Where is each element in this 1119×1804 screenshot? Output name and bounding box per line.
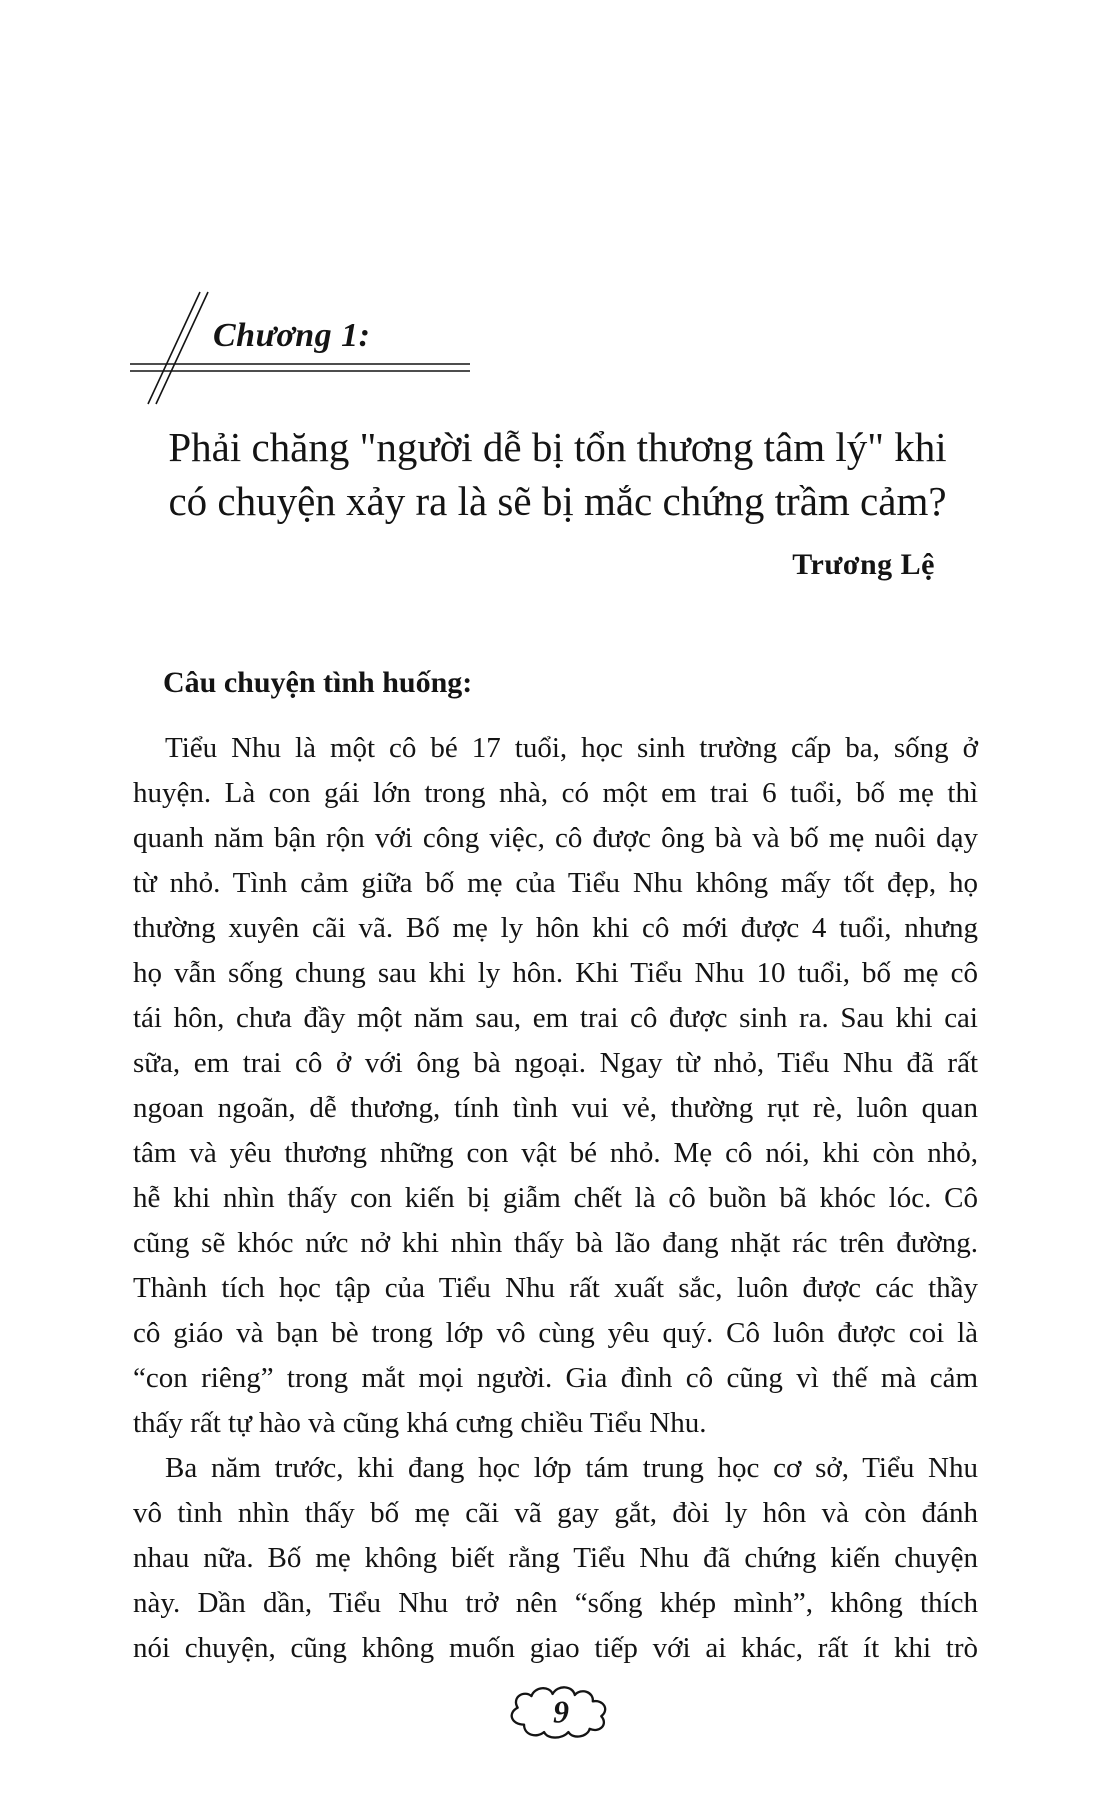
body-line: cô giáo và bạn bè trong lớp vô cùng yêu quý. Cô luôn được coi là xyxy=(133,1317,978,1349)
body-line: thấy rất tự hào và cũng khá cưng chiều Tiểu Nhu. xyxy=(133,1407,707,1439)
body-line: ngoan ngoãn, dễ thương, tính tình vui vẻ, thường rụt rè, luôn quan xyxy=(133,1092,978,1124)
body-line: vô tình nhìn thấy bố mẹ cãi vã gay gắt, đòi ly hôn và còn đánh xyxy=(133,1497,978,1529)
body-line: nhau nữa. Bố mẹ không biết rằng Tiểu Nhu đã chứng kiến chuyện xyxy=(133,1542,978,1574)
body-line: thường xuyên cãi vã. Bố mẹ ly hôn khi cô mới được 4 tuổi, nhưng xyxy=(133,912,978,944)
body-line: này. Dần dần, Tiểu Nhu trở nên “sống khép mình”, không thích xyxy=(133,1587,978,1619)
author-name: Trương Lệ xyxy=(792,548,935,581)
body-line: hễ khi nhìn thấy con kiến bị giẫm chết là cô buồn bã khóc lóc. Cô xyxy=(133,1182,978,1214)
body-text xyxy=(133,726,978,1671)
body-line: huyện. Là con gái lớn trong nhà, có một em trai 6 tuổi, bố mẹ thì xyxy=(133,777,978,809)
title-line-2: có chuyện xảy ra là sẽ bị mắc chứng trầm cảm? xyxy=(168,478,947,524)
page-number-cloud-icon xyxy=(505,1684,615,1742)
article-title xyxy=(135,420,980,528)
body-line: quanh năm bận rộn với công việc, cô được ông bà và bố mẹ nuôi dạy xyxy=(133,822,978,854)
section-heading: Câu chuyện tình huống: xyxy=(163,666,473,699)
body-line: từ nhỏ. Tình cảm giữa bố mẹ của Tiểu Nhu không mấy tốt đẹp, họ xyxy=(133,867,978,899)
body-line: cũng sẽ khóc nức nở khi nhìn thấy bà lão đang nhặt rác trên đường. xyxy=(133,1227,978,1259)
body-line: họ vẫn sống chung sau khi ly hôn. Khi Tiểu Nhu 10 tuổi, bố mẹ cô xyxy=(133,957,978,989)
page-number: 9 xyxy=(553,1694,569,1730)
body-line: Ba năm trước, khi đang học lớp tám trung học cơ sở, Tiểu Nhu xyxy=(165,1452,978,1484)
body-line: tái hôn, chưa đầy một năm sau, em trai cô được sinh ra. Sau khi cai xyxy=(133,1002,978,1034)
chapter-label: Chương 1: xyxy=(213,317,371,354)
body-line: nói chuyện, cũng không muốn giao tiếp với ai khác, rất ít khi trò xyxy=(133,1632,978,1664)
body-line: Tiểu Nhu là một cô bé 17 tuổi, học sinh trường cấp ba, sống ở xyxy=(165,732,978,764)
body-line: “con riêng” trong mắt mọi người. Gia đình cô cũng vì thế mà cảm xyxy=(133,1362,978,1394)
body-line: tâm và yêu thương những con vật bé nhỏ. Mẹ cô nói, khi còn nhỏ, xyxy=(133,1137,978,1169)
body-line: sữa, em trai cô ở với ông bà ngoại. Ngay từ nhỏ, Tiểu Nhu đã rất xyxy=(133,1047,978,1079)
body-line: Thành tích học tập của Tiểu Nhu rất xuất sắc, luôn được các thầy xyxy=(133,1272,978,1304)
title-line-1: Phải chăng "người dễ bị tổn thương tâm lý" khi xyxy=(168,424,947,470)
